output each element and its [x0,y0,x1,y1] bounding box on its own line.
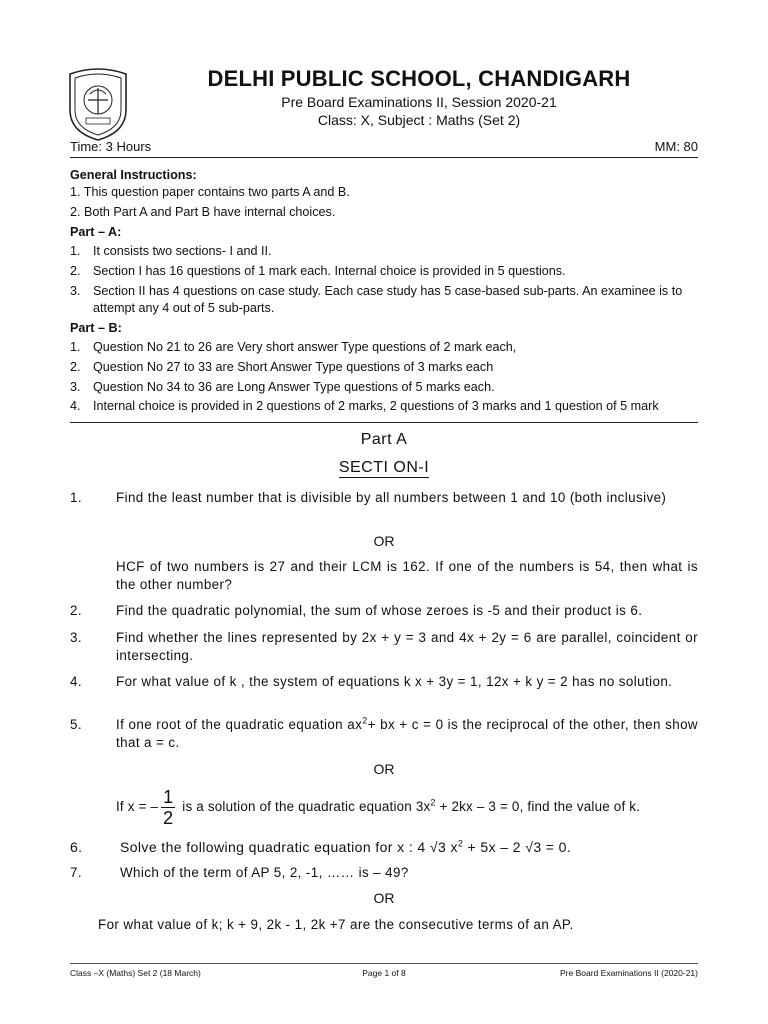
general-instructions [70,167,698,413]
section-title: SECTI ON-I [338,459,430,476]
max-marks: MM: 80 [654,139,698,154]
divider [70,157,698,158]
question-1-or: HCF of two numbers is 27 and their LCM is 162. If one of the numbers is 54, then what is the other number? [116,559,698,592]
question-2: 2. Find the quadratic polynomial, the sum of whose zeroes is -5 and their product is 6. [70,603,643,618]
question-1: 1. Find the least number that is divisible by all numbers between 1 and 10 (both inclusive) [70,490,667,505]
question-7: 7. Which of the term of AP 5, 2, -1, …… is – 49? [70,865,409,880]
or-label: OR [373,533,395,549]
instruction-line: 2. Both Part A and Part B have internal choices. [70,205,336,219]
footer-divider [70,963,698,964]
or-label: OR [373,761,395,777]
part-title: Part A [360,431,408,448]
instruction-line: 1. This question paper contains two parts A and B. [70,185,350,199]
question-3: 3. Find whether the lines represented by 2x + y = 3 and 4x + 2y = 6 are parallel, coincident or intersecting. [70,630,698,663]
divider [70,422,698,423]
question-6: 6. Solve the following quadratic equation for x : 4 √3 $x^2 + 5x - 2$ √3 = 0. [70,838,572,855]
question-5-or: If x = – $\frac{1}{2}$ is a solution of the quadratic equation $3x^2 + 2kx - 3 = 0$, find the value of k. [116,787,641,828]
question-4: 4. For what value of k , the system of equations k x + 3y = 1, 12x + k y = 2 has no solution. [70,674,673,689]
time-allowed: Time: 3 Hours [70,139,152,154]
page-number: Page 1 of 8 [362,968,406,978]
question-7-or: For what value of k; k + 9, 2k - 1, 2k +7 are the consecutive terms of an AP. [98,917,574,932]
or-label: OR [373,890,395,906]
footer-right: Pre Board Examinations II (2020-21) [560,968,698,978]
list-item: 2. Question No 27 to 33 are Short Answer Type questions of 3 marks each [70,360,494,374]
part-a-heading: Part – A: [70,225,122,239]
list-item: 3. Section II has 4 questions on case study. Each case study has 5 case-based sub-parts. An examinee is to attempt any 4 out of 5 sub-parts. [70,284,683,315]
exam-meta [70,139,698,154]
list-item: 1. Question No 21 to 26 are Very short answer Type questions of 2 mark each, [70,340,517,354]
list-item: 2. Section I has 16 questions of 1 mark each. Internal choice is provided in 5 questions. [70,264,566,278]
exam-session: Pre Board Examinations II, Session 2020-21 [281,94,557,110]
part-b-heading: Part – B: [70,321,122,335]
list-item: 4. Internal choice is provided in 2 questions of 2 marks, 2 questions of 3 marks and 1 question of 5 mark [70,399,659,413]
instructions-heading: General Instructions: [70,168,197,182]
question-5: 5. If one root of the quadratic equation $ax^2+$ bx + c = 0 is the reciprocal of the other, then show that a = c. [70,715,698,750]
class-subject: Class: X, Subject : Maths (Set 2) [317,112,521,128]
list-item: 1. It consists two sections- I and II. [70,244,272,258]
fraction: $\frac{1}{2}$ [163,787,174,828]
list-item: 3. Question No 34 to 36 are Long Answer Type questions of 5 marks each. [70,380,495,394]
footer-left: Class –X (Maths) Set 2 (18 March) [70,968,201,978]
school-name: DELHI PUBLIC SCHOOL, CHANDIGARH [207,66,631,91]
footer [70,968,698,978]
